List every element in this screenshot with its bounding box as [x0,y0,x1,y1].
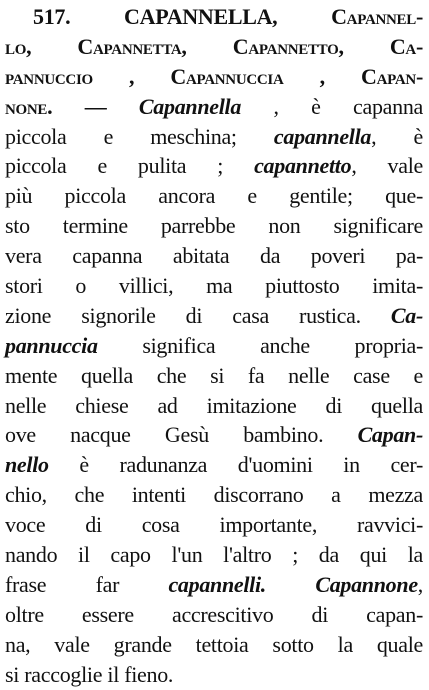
entry-text-line [5,540,423,570]
text-run: 517. [33,4,125,29]
text-run: voce di cosa importante, ravvici- [5,512,423,538]
entry-text-line [5,630,423,660]
entry-text-line [5,331,423,361]
entry-text-line [5,62,423,92]
text-run: nando il capo l'un l'altro ; da qui la [5,542,423,568]
text-run: zione signorile di casa rustica. [5,302,391,328]
headword-variant: none. — [5,93,139,119]
entry-text-line [5,480,423,510]
text-run: ove nacque Gesù bambino. [5,422,358,448]
entry-text-line [5,92,423,122]
text-run: chio, che intenti discorrano a mezza [5,482,423,508]
entry-text-line [5,450,423,480]
text-run: nelle chiese ad imitazione di quella [5,392,423,418]
headword-variant: Capannel- [331,4,423,29]
entry-text-line [5,271,423,301]
entry-text-line [5,151,423,181]
entry-text-line [5,391,423,421]
italic-term: Capannella [138,93,242,119]
entry-text-line [5,420,423,450]
text-run: più piccola ancora e gentile; que- [5,183,423,209]
text-run: mente quella che si fa nelle case e [5,362,423,388]
text-run: , vale [351,153,423,179]
entry-text-line [5,361,423,391]
text-run: si raccoglie il fieno. [5,661,174,687]
text-run: vera capanna abitata da poveri pa- [5,243,423,269]
entry-text-line [5,301,423,331]
text-run: piccola e pulita ; [5,153,255,179]
italic-term: Capan- [357,422,423,448]
italic-term: capannella [273,123,372,149]
entry-text-line [5,600,423,630]
text-run: è radunanza d'uomini in cer- [48,452,423,478]
entry-text-line [5,181,423,211]
italic-term: pannuccia [5,332,98,358]
text-run: na, vale grande tettoia sotto la quale [5,631,423,657]
entry-headword-line [5,2,423,32]
italic-term: Ca- [390,302,423,328]
entry-text-line [5,122,423,152]
text-run: frase far [5,571,169,597]
entry-text-line [5,510,423,540]
text-run: sto termine parrebbe non significare [5,213,423,239]
text-run: , è [371,123,423,149]
text-run: stori o villici, ma piuttosto imita- [5,273,423,299]
text-run: oltre essere accrescitivo di capan- [5,601,423,627]
headword-variant: pannuccio , Capannuccia , Capan- [5,63,423,89]
entry-text-line [5,660,423,690]
text-run: CAPANNELLA, [124,4,332,29]
entry-text-line [5,32,423,62]
text-run: , è capanna [241,93,423,119]
italic-term: capannetto [254,153,352,179]
italic-term: capannelli. Capannone [168,571,418,597]
dictionary-entry [5,2,423,689]
text-run: piccola e meschina; [5,123,274,149]
text-run: significa anche propria- [97,332,423,358]
italic-term: nello [5,452,49,478]
entry-text-line [5,241,423,271]
entry-text-line [5,570,423,600]
text-run: , [417,571,423,597]
entry-text-line [5,211,423,241]
headword-variant: lo, Capannetta, Capannetto, Ca- [5,33,423,59]
